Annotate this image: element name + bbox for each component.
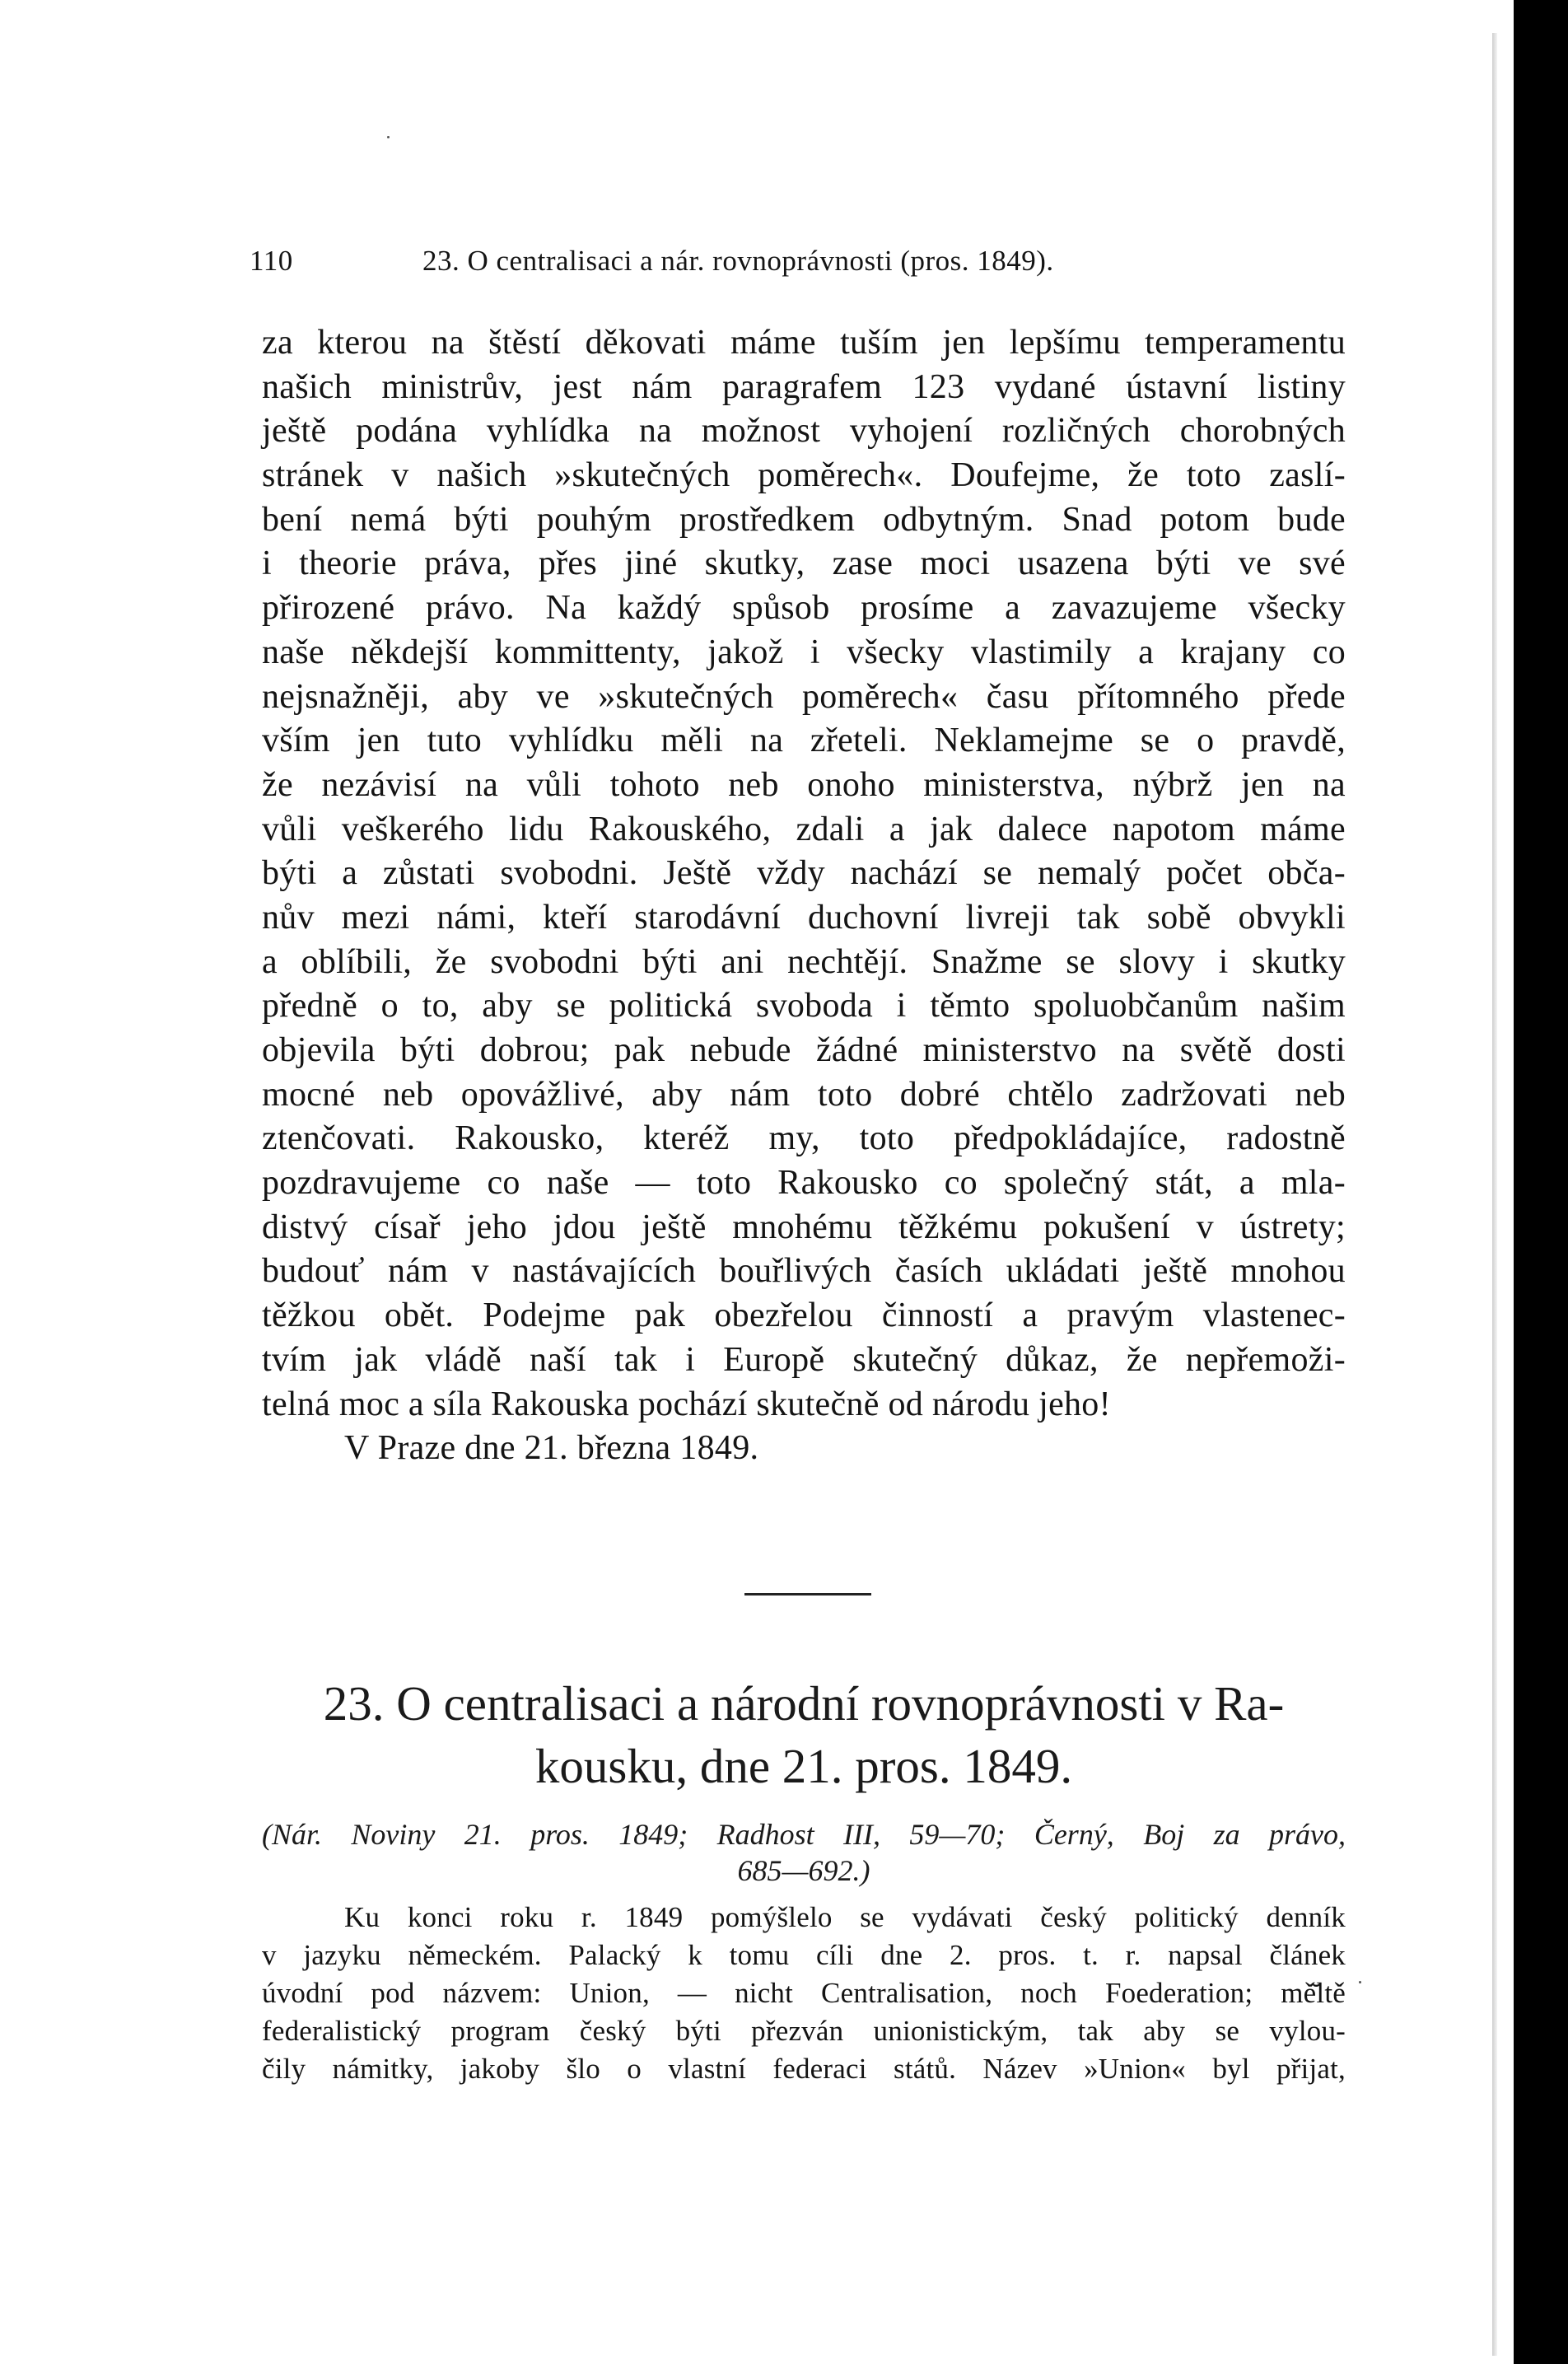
sources-line: 685—692.)	[737, 1854, 870, 1887]
text-line: a oblíbili, že svobodni býti ani nechtějí. Snažme se slovy i skutky	[262, 942, 1346, 981]
text-line: ještě podána vyhlídka na možnost vyhojení rozličných chorobných	[262, 412, 1346, 451]
scan-speck	[1359, 1981, 1361, 1983]
text-line: naše někdejší kommittenty, jakož i všecky vlastimily a krajany co	[262, 633, 1346, 671]
text-line: telná moc a síla Rakouska pochází skutečně od národu jeho!	[262, 1385, 1111, 1423]
text-line: nejsnažněji, aby ve »skutečných poměrech« času přítomného přede	[262, 677, 1346, 716]
intro-line: federalistický program český býti přezván unionistickým, tak aby se vylou-	[262, 2015, 1346, 2047]
text-line: objevila býti dobrou; pak nebude žádné ministerstvo na světě dosti	[262, 1031, 1346, 1069]
running-title: 23. O centralisaci a nár. rovnoprávnosti (pros. 1849).	[422, 245, 1054, 277]
intro-paragraph	[262, 1899, 1346, 2088]
intro-line: čily námitky, jakoby šlo o vlastní federaci států. Název »Union« byl přijat,	[262, 2053, 1346, 2085]
text-line: mocné neb opovážlivé, aby nám toto dobré chtělo zadržovati neb	[262, 1075, 1346, 1114]
intro-line: úvodní pod názvem: Union, — nicht Centralisation, noch Foederation; mě̆ltě	[262, 1977, 1346, 2009]
section-title-line: 23. O centralisaci a národní rovnoprávnosti v Ra-	[323, 1676, 1285, 1731]
text-line: ztenčovati. Rakousko, kteréž my, toto předpokládajíce, radostně	[262, 1119, 1346, 1158]
section-separator-rule	[744, 1593, 871, 1595]
text-line: přirozené právo. Na každý spůsob prosíme a zavazujeme všecky	[262, 589, 1346, 628]
intro-line: v jazyku německém. Palacký k tomu cíli dne 2. pros. t. r. napsal článek	[262, 1939, 1346, 1971]
scan-page-edge	[1492, 33, 1497, 2356]
text-line: vůli veškerého lidu Rakouského, zdali a jak dalece napotom máme	[262, 810, 1346, 848]
text-line: býti a zůstati svobodni. Ještě vždy nachází se nemalý počet obča-	[262, 854, 1346, 893]
text-line: distvý císař jeho jdou ještě mnohému těžkému pokušení v ústrety;	[262, 1208, 1346, 1246]
text-line: nův mezi námi, kteří starodávní duchovní livreji tak sobě obvykli	[262, 898, 1346, 937]
section-title	[262, 1672, 1346, 1797]
dateline: V Praze dne 21. března 1849.	[344, 1429, 759, 1468]
source-references	[262, 1816, 1346, 1889]
intro-line: Ku konci roku r. 1849 pomýšlelo se vydávati český politický denník	[344, 1901, 1346, 1933]
scan-speck	[387, 136, 390, 138]
running-header	[250, 243, 1353, 279]
section-title-line: kousku, dne 21. pros. 1849.	[534, 1739, 1073, 1793]
text-line: vším jen tuto vyhlídku měli na zřeteli. Neklamejme se o pravdě,	[262, 722, 1346, 760]
text-line: tvím jak vládě naší tak i Europě skutečný důkaz, že nepřemoži-	[262, 1340, 1346, 1379]
text-line: že nezávisí na vůli tohoto neb onoho ministerstva, nýbrž jen na	[262, 765, 1346, 804]
text-line: těžkou obět. Podejme pak obezřelou činností a pravým vlastenec-	[262, 1296, 1346, 1335]
text-line: našich ministrův, jest nám paragrafem 123 vydané ústavní listiny	[262, 367, 1346, 406]
text-line: bení nemá býti pouhým prostředkem odbytným. Snad potom bude	[262, 500, 1346, 539]
text-line: i theorie práva, přes jiné skutky, zase moci usazena býti ve své	[262, 544, 1346, 583]
text-line: budouť nám v nastávajících bouřlivých časích ukládati ještě mnohou	[262, 1252, 1346, 1291]
main-text-block	[262, 321, 1346, 1471]
page-number: 110	[250, 245, 293, 277]
sources-line: (Nár. Noviny 21. pros. 1849; Radhost III, 59—70; Černý, Boj za právo,	[262, 1818, 1346, 1851]
text-line: za kterou na štěstí děkovati máme tuším jen lepšímu temperamentu	[262, 324, 1346, 362]
text-line: předně o to, aby se politická svoboda i těmto spoluobčanům našim	[262, 987, 1346, 1025]
text-line: pozdravujeme co naše — toto Rakousko co společný stát, a mla-	[262, 1164, 1346, 1203]
text-line: stránek v našich »skutečných poměrech«. Doufejme, že toto zaslí-	[262, 456, 1346, 495]
